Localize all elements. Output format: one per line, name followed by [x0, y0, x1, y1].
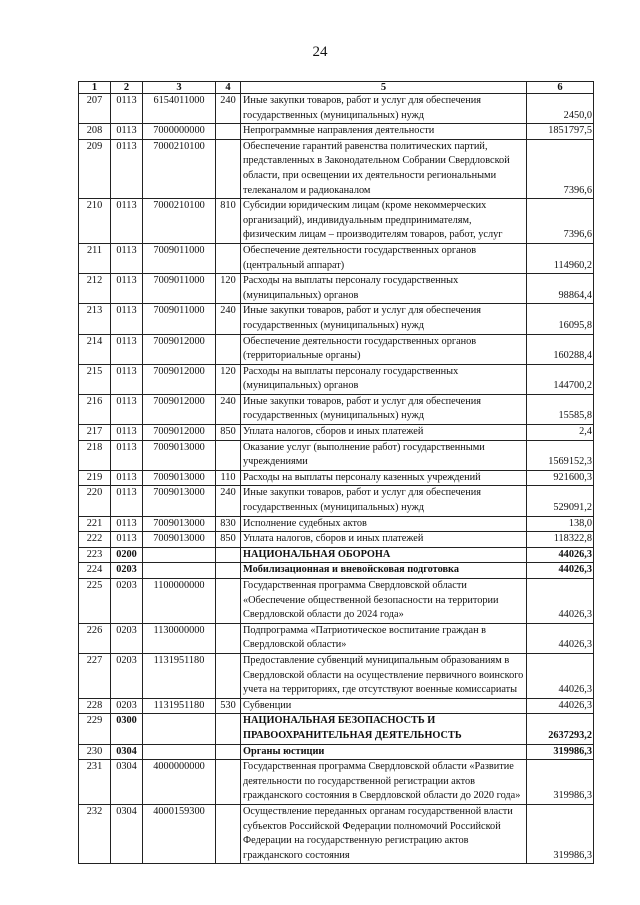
amount-cell: 160288,4 [527, 334, 594, 364]
table-row [79, 334, 594, 364]
table-row [79, 714, 594, 744]
description-cell: Иные закупки товаров, работ и услуг для обеспечения государственных (муниципальных) нужд [241, 304, 527, 334]
expense-type-cell: 240 [216, 94, 241, 124]
header-cell-3: 3 [143, 82, 216, 94]
description-cell: Предоставление субвенций муниципальным образованиям в Свердловской области на осуществление первичного воинского учета на территориях, где отсутствуют военные комиссариаты [241, 653, 527, 698]
expense-type-cell [216, 579, 241, 624]
description-cell: Государственная программа Свердловской области «Обеспечение общественной безопасности на территории Свердловской области до 2024 года» [241, 579, 527, 624]
row-number-cell: 218 [79, 440, 111, 470]
header-cell-5: 5 [241, 82, 527, 94]
row-number-cell: 219 [79, 470, 111, 486]
row-number-cell: 213 [79, 304, 111, 334]
table-row [79, 516, 594, 532]
expense-type-cell: 530 [216, 698, 241, 714]
target-code-cell [143, 563, 216, 579]
section-code-cell: 0304 [111, 760, 143, 805]
expense-type-cell: 810 [216, 199, 241, 244]
section-code-cell: 0300 [111, 714, 143, 744]
table-row [79, 563, 594, 579]
table-row [79, 698, 594, 714]
target-code-cell: 7009012000 [143, 334, 216, 364]
amount-cell: 7396,6 [527, 139, 594, 198]
target-code-cell: 1131951180 [143, 698, 216, 714]
row-number-cell: 232 [79, 804, 111, 863]
table-row [79, 425, 594, 441]
table-row [79, 470, 594, 486]
expense-type-cell: 240 [216, 304, 241, 334]
amount-cell: 7396,6 [527, 199, 594, 244]
table-body [79, 94, 594, 864]
amount-cell: 118322,8 [527, 532, 594, 548]
amount-cell: 44026,3 [527, 623, 594, 653]
target-code-cell: 7009012000 [143, 425, 216, 441]
section-code-cell: 0113 [111, 364, 143, 394]
table-row [79, 532, 594, 548]
header-cell-1: 1 [79, 82, 111, 94]
amount-cell: 529091,2 [527, 486, 594, 516]
target-code-cell [143, 547, 216, 563]
description-cell: Расходы на выплаты персоналу государственных (муниципальных) органов [241, 364, 527, 394]
target-code-cell: 7009011000 [143, 243, 216, 273]
description-cell: Непрограммные направления деятельности [241, 124, 527, 140]
expense-type-cell: 240 [216, 394, 241, 424]
amount-cell: 44026,3 [527, 579, 594, 624]
table-row [79, 274, 594, 304]
expense-type-cell: 850 [216, 532, 241, 548]
section-code-cell: 0304 [111, 744, 143, 760]
target-code-cell: 7009013000 [143, 486, 216, 516]
row-number-cell: 224 [79, 563, 111, 579]
target-code-cell: 7009012000 [143, 394, 216, 424]
row-number-cell: 221 [79, 516, 111, 532]
header-cell-6: 6 [527, 82, 594, 94]
amount-cell: 138,0 [527, 516, 594, 532]
description-cell: Иные закупки товаров, работ и услуг для обеспечения государственных (муниципальных) нужд [241, 486, 527, 516]
amount-cell: 319986,3 [527, 760, 594, 805]
description-cell: НАЦИОНАЛЬНАЯ ОБОРОНА [241, 547, 527, 563]
description-cell: Субсидии юридическим лицам (кроме некоммерческих организаций), индивидуальным предпринимателям, физическим лицам – производителям товаров, работ, услуг [241, 199, 527, 244]
description-cell: Уплата налогов, сборов и иных платежей [241, 532, 527, 548]
expense-type-cell: 830 [216, 516, 241, 532]
target-code-cell: 1130000000 [143, 623, 216, 653]
description-cell: Обеспечение гарантий равенства политических партий, представленных в Законодательном Собрании Свердловской области, при освещении их деятельности региональными телеканалом и радиоканалом [241, 139, 527, 198]
target-code-cell: 7000210100 [143, 199, 216, 244]
amount-cell: 319986,3 [527, 744, 594, 760]
section-code-cell: 0113 [111, 425, 143, 441]
target-code-cell: 4000159300 [143, 804, 216, 863]
row-number-cell: 217 [79, 425, 111, 441]
row-number-cell: 226 [79, 623, 111, 653]
expense-type-cell: 110 [216, 470, 241, 486]
table-row [79, 243, 594, 273]
table-row [79, 579, 594, 624]
description-cell: Субвенции [241, 698, 527, 714]
expense-type-cell [216, 440, 241, 470]
section-code-cell: 0304 [111, 804, 143, 863]
description-cell: Подпрограмма «Патриотическое воспитание граждан в Свердловской области» [241, 623, 527, 653]
expense-type-cell [216, 124, 241, 140]
row-number-cell: 231 [79, 760, 111, 805]
description-cell: Иные закупки товаров, работ и услуг для обеспечения государственных (муниципальных) нужд [241, 94, 527, 124]
expense-type-cell [216, 714, 241, 744]
row-number-cell: 222 [79, 532, 111, 548]
expense-type-cell: 850 [216, 425, 241, 441]
description-cell: Уплата налогов, сборов и иных платежей [241, 425, 527, 441]
row-number-cell: 225 [79, 579, 111, 624]
row-number-cell: 229 [79, 714, 111, 744]
expense-type-cell [216, 744, 241, 760]
expense-type-cell: 120 [216, 274, 241, 304]
section-code-cell: 0113 [111, 243, 143, 273]
section-code-cell: 0113 [111, 470, 143, 486]
amount-cell: 319986,3 [527, 804, 594, 863]
description-cell: Осуществление переданных органам государственной власти субъектов Российской Федерации полномочий Российской Федерации на государственную регистрацию актов гражданского состояния [241, 804, 527, 863]
row-number-cell: 227 [79, 653, 111, 698]
amount-cell: 2,4 [527, 425, 594, 441]
expense-type-cell [216, 139, 241, 198]
section-code-cell: 0113 [111, 532, 143, 548]
expense-type-cell: 120 [216, 364, 241, 394]
description-cell: Расходы на выплаты персоналу казенных учреждений [241, 470, 527, 486]
section-code-cell: 0113 [111, 304, 143, 334]
section-code-cell: 0113 [111, 334, 143, 364]
row-number-cell: 223 [79, 547, 111, 563]
row-number-cell: 228 [79, 698, 111, 714]
amount-cell: 1569152,3 [527, 440, 594, 470]
amount-cell: 1851797,5 [527, 124, 594, 140]
description-cell: Органы юстиции [241, 744, 527, 760]
section-code-cell: 0203 [111, 579, 143, 624]
target-code-cell: 7000000000 [143, 124, 216, 140]
target-code-cell: 7009012000 [143, 364, 216, 394]
row-number-cell: 220 [79, 486, 111, 516]
table-row [79, 304, 594, 334]
expense-type-cell [216, 563, 241, 579]
amount-cell: 44026,3 [527, 653, 594, 698]
row-number-cell: 208 [79, 124, 111, 140]
amount-cell: 114960,2 [527, 243, 594, 273]
amount-cell: 44026,3 [527, 698, 594, 714]
section-code-cell: 0113 [111, 440, 143, 470]
description-cell: Расходы на выплаты персоналу государственных (муниципальных) органов [241, 274, 527, 304]
table-row [79, 94, 594, 124]
table-row [79, 139, 594, 198]
target-code-cell: 7009013000 [143, 440, 216, 470]
table-row [79, 623, 594, 653]
section-code-cell: 0200 [111, 547, 143, 563]
expense-type-cell [216, 653, 241, 698]
target-code-cell: 4000000000 [143, 760, 216, 805]
page-number: 24 [312, 44, 328, 60]
expense-type-cell: 240 [216, 486, 241, 516]
header-cell-4: 4 [216, 82, 241, 94]
row-number-cell: 211 [79, 243, 111, 273]
table-row [79, 124, 594, 140]
section-code-cell: 0203 [111, 623, 143, 653]
description-cell: Государственная программа Свердловской области «Развитие деятельности по государственной регистрации актов гражданского состояния в Свердловской области до 2020 года» [241, 760, 527, 805]
table-row [79, 547, 594, 563]
row-number-cell: 209 [79, 139, 111, 198]
amount-cell: 44026,3 [527, 547, 594, 563]
section-code-cell: 0113 [111, 94, 143, 124]
target-code-cell: 7009013000 [143, 516, 216, 532]
table-row [79, 804, 594, 863]
section-code-cell: 0203 [111, 653, 143, 698]
amount-cell: 144700,2 [527, 364, 594, 394]
expense-type-cell [216, 334, 241, 364]
description-cell: Иные закупки товаров, работ и услуг для обеспечения государственных (муниципальных) нужд [241, 394, 527, 424]
section-code-cell: 0113 [111, 199, 143, 244]
description-cell: Оказание услуг (выполнение работ) государственными учреждениями [241, 440, 527, 470]
section-code-cell: 0113 [111, 124, 143, 140]
section-code-cell: 0113 [111, 394, 143, 424]
amount-cell: 16095,8 [527, 304, 594, 334]
description-cell: Исполнение судебных актов [241, 516, 527, 532]
row-number-cell: 210 [79, 199, 111, 244]
table-row [79, 744, 594, 760]
section-code-cell: 0113 [111, 139, 143, 198]
description-cell: Мобилизационная и вневойсковая подготовка [241, 563, 527, 579]
target-code-cell: 6154011000 [143, 94, 216, 124]
target-code-cell [143, 714, 216, 744]
expense-type-cell [216, 547, 241, 563]
target-code-cell [143, 744, 216, 760]
section-code-cell: 0203 [111, 698, 143, 714]
amount-cell: 98864,4 [527, 274, 594, 304]
description-cell: Обеспечение деятельности государственных органов (территориальные органы) [241, 334, 527, 364]
expense-type-cell [216, 760, 241, 805]
section-code-cell: 0113 [111, 274, 143, 304]
row-number-cell: 207 [79, 94, 111, 124]
target-code-cell: 1131951180 [143, 653, 216, 698]
target-code-cell: 7009013000 [143, 532, 216, 548]
target-code-cell: 7009011000 [143, 274, 216, 304]
target-code-cell: 7000210100 [143, 139, 216, 198]
table-row [79, 394, 594, 424]
description-cell: Обеспечение деятельности государственных органов (центральный аппарат) [241, 243, 527, 273]
section-code-cell: 0113 [111, 486, 143, 516]
table-row [79, 653, 594, 698]
row-number-cell: 214 [79, 334, 111, 364]
expense-type-cell [216, 623, 241, 653]
target-code-cell: 7009013000 [143, 470, 216, 486]
row-number-cell: 215 [79, 364, 111, 394]
section-code-cell: 0203 [111, 563, 143, 579]
expense-type-cell [216, 804, 241, 863]
amount-cell: 2637293,2 [527, 714, 594, 744]
description-cell: НАЦИОНАЛЬНАЯ БЕЗОПАСНОСТЬ И ПРАВООХРАНИТЕЛЬНАЯ ДЕЯТЕЛЬНОСТЬ [241, 714, 527, 744]
header-cell-2: 2 [111, 82, 143, 94]
target-code-cell: 1100000000 [143, 579, 216, 624]
table-row [79, 440, 594, 470]
section-code-cell: 0113 [111, 516, 143, 532]
table-row [79, 486, 594, 516]
target-code-cell: 7009011000 [143, 304, 216, 334]
amount-cell: 44026,3 [527, 563, 594, 579]
amount-cell: 15585,8 [527, 394, 594, 424]
table-row [79, 760, 594, 805]
budget-table [78, 81, 594, 864]
row-number-cell: 230 [79, 744, 111, 760]
amount-cell: 921600,3 [527, 470, 594, 486]
row-number-cell: 212 [79, 274, 111, 304]
table-row [79, 199, 594, 244]
amount-cell: 2450,0 [527, 94, 594, 124]
table-row [79, 364, 594, 394]
header-row [79, 82, 594, 94]
expense-type-cell [216, 243, 241, 273]
row-number-cell: 216 [79, 394, 111, 424]
